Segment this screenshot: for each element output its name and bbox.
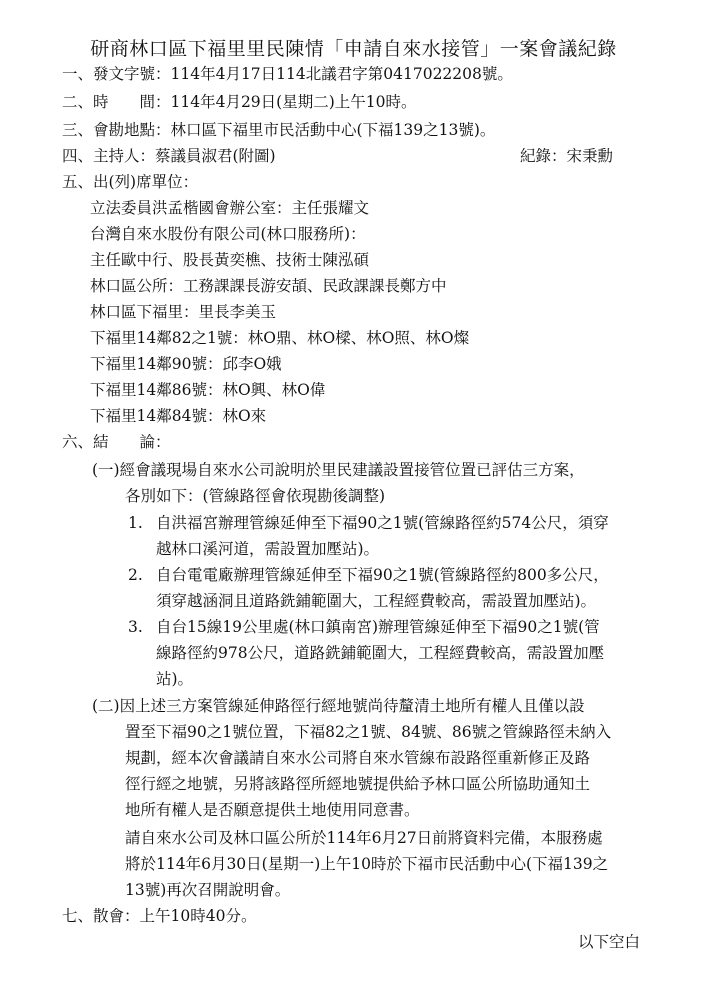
conclusion-2-line: 規劃，經本次會議請自來水公司將自來水管線布設路徑重新修正及路 [125, 749, 591, 767]
attendee-line: 台灣自來水股份有限公司(林口服務所)： [90, 225, 366, 243]
item-adjourn: 七、散會：上午10時40分。 [62, 907, 257, 925]
option-number: 3. [128, 618, 143, 636]
document-title: 研商林口區下福里里民陳情「申請自來水接管」一案會議紀錄 [90, 38, 617, 60]
conclusion-3-line: 請自來水公司及林口區公所於114年6月27日前將資料完備，本服務處 [125, 829, 603, 847]
option-line: 越林口溪河道，需設置加壓站)。 [156, 540, 380, 558]
option-line: 自洪福宮辦理管線延伸至下福90之1號(管線路徑約574公尺，須穿 [156, 514, 609, 532]
item-attendees-heading: 五、出(列)席單位： [62, 173, 199, 191]
item-host: 四、主持人：蔡議員淑君(附圖) [62, 147, 276, 165]
option-line: 線路徑約978公尺，道路銑鋪範圍大，工程經費較高，需設置加壓 [156, 644, 605, 662]
item-recorder: 紀錄：宋秉勳 [520, 147, 614, 165]
conclusion-2-line: 地所有權人是否願意提供土地使用同意書。 [125, 801, 420, 819]
attendee-line: 主任歐中行、股長黃奕樵、技術士陳泓碩 [90, 251, 370, 269]
conclusion-3-line: 13號)再次召開說明會。 [125, 881, 291, 899]
option-line: 自台電電廠辦理管線延伸至下福90之1號(管線路徑約800多公尺， [156, 566, 609, 584]
option-line: 自台15線19公里處(林口鎮南宮)辦理管線延伸至下福90之1號(管 [156, 618, 600, 636]
attendee-line: 立法委員洪孟楷國會辦公室：主任張耀文 [90, 199, 370, 217]
attendee-line: 林口區下福里：里長李美玉 [90, 303, 277, 321]
conclusion-2-line: 徑行經之地號，另將該路徑所經地號提供給予林口區公所協助通知土 [125, 775, 591, 793]
option-number: 2. [128, 566, 143, 584]
conclusion-1-line: (一)經會議現場自來水公司說明於里民建議設置接管位置已評估三方案， [92, 461, 585, 479]
attendee-line: 林口區公所：工務課課長游安頡、民政課課長鄭方中 [90, 277, 447, 295]
item-meeting-place: 三、會勘地點：林口區下福里市民活動中心(下福139之13號)。 [62, 121, 496, 139]
attendee-line: 下福里14鄰84號：林O來 [90, 407, 267, 425]
attendee-line: 下福里14鄰82之1號：林O鼎、林O樑、林O照、林O燦 [90, 329, 470, 347]
ending-note: 以下空白 [578, 933, 641, 951]
option-number: 1. [128, 514, 143, 532]
attendee-line: 下福里14鄰90號：邱李O娥 [90, 355, 282, 373]
attendee-line: 下福里14鄰86號：林O興、林O偉 [90, 381, 326, 399]
conclusion-2-line: 置至下福90之1號位置，下福82之1號、84號、86號之管線路徑未納入 [125, 723, 612, 741]
item-meeting-time: 二、時 間：114年4月29日(星期二)上午10時。 [62, 93, 417, 111]
conclusion-1-line: 各別如下：(管線路徑會依現勘後調整) [125, 487, 386, 505]
conclusion-3-line: 將於114年6月30日(星期一)上午10時於下福市民活動中心(下福139之 [125, 855, 609, 873]
item-conclusion-heading: 六、結 論： [62, 433, 171, 451]
option-line: 站)。 [156, 670, 194, 688]
option-line: 須穿越涵洞且道路銑鋪範圍大，工程經費較高，需設置加壓站)。 [156, 592, 597, 610]
item-doc-number: 一、發文字號：114年4月17日114北議君字第0417022208號。 [62, 65, 513, 83]
conclusion-2-line: (二)因上述三方案管線延伸路徑行經地號尚待釐清土地所有權人且僅以設 [92, 697, 585, 715]
